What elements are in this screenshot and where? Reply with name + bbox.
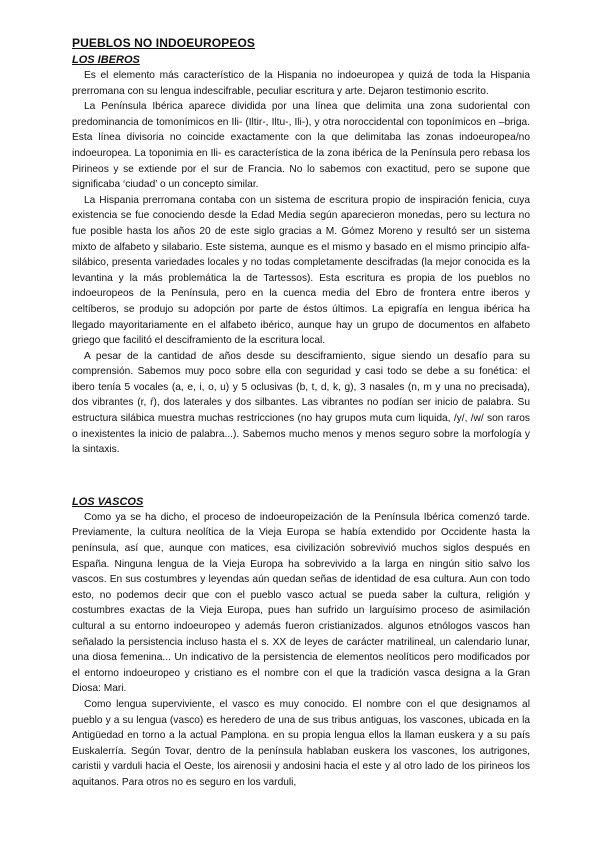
section-iberos [72,54,530,458]
paragraph: La Península Ibérica aparece dividida por una línea que delimita una zona sudoriental con predominancia de tomonímicos en Ili- (Iltir-, Iltu-, Ili-), y otra noroccidental con toponímicos en –briga. Esta línea divisoria no coincide exactamente con la que delimitaba las zonas indoeuropea/no indoeuropea. La toponimia en Ili- es característica de la zona ibérica de la Península pero rebasa los Pirineos y se extiende por el sur de Francia. No lo sabemos con exactitud, pero se supone que significaba ‘ciudad’ o un concepto similar. [72,101,530,191]
section-vascos [72,496,530,791]
section-heading-vascos: LOS VASCOS [72,495,144,508]
paragraph: Es el elemento más característico de la Hispania no indoeuropea y quizá de toda la Hispania prerromana con su lengua indescifrable, peculiar escritura y arte. Dejaron testimonio escrito. [72,70,530,97]
document-title: PUEBLOS NO INDOEUROPEOS [72,36,255,50]
paragraph: La Hispania prerromana contaba con un sistema de escritura propio de inspiración fenicia, cuya existencia se fue conociendo desde la Edad Media según aparecieron monedas, pero su lectura no fue posible hasta los años 20 de este siglo gracias a M. Gómez Moreno y resultó ser un sistema mixto de alfabeto y silabario. Este sistema, aunque es el mismo y basado en el mismo principio alfa-silábico, presenta variedades locales y no todas completamente descifradas (la mejor conocida es la levantina y la más problemática la de Tartessos). Esta escritura es propia de los pueblos no indoeuropeos de la Península, pero en la cuenca media del Ebro de frontera entre iberos y celtíberos, se produjo su adopción por parte de éstos últimos. La epigrafía en lengua ibérica ha llegado mayoritariamente en el alfabeto ibérico, aunque hay un grupo de documentos en alfabeto griego que facilitó el desciframiento de la escritura local. [72,194,530,347]
paragraph: Como lengua superviviente, el vasco es muy conocido. El nombre con el que designamos al pueblo y a su lengua (vasco) es heredero de una de sus tribus antiguas, los vascones, ubicada en la Antigüedad en torno a la actual Pamplona. en su propia lengua ellos la llaman euskera y a su país Euskalerría. Según Tovar, dentro de la península hablaban euskera los vascones, los autrigones, caristii y varduli hacia el Oeste, los airenosii y andosini hacia el este y al otro lado de los pirineos los aquitanos. Para otros no es seguro en los varduli, [72,698,530,788]
paragraph: Como ya se ha dicho, el proceso de indoeuropeización de la Península Ibérica comenzó tarde. Previamente, la cultura neolítica de la Vieja Europa se había extendido por Occidente hasta la península, así que, aunque con matices, esa civilización sobrevivió muchos siglos después en España. Ninguna lengua de la Vieja Europa ha sobrevivido a la larga en ningún sitio salvo los vascos. En sus costumbres y leyendas aún quedan señas de identidad de esa cultura. Aun con todo esto, no podemos decir que con el pueblo vasco actual se pueda saber la cultura, religión y costumbres exactas de la Vieja Europa, pues han sufrido un larguísimo proceso de asimilación cultural a su entorno indoeuropeo y además fueron cristianizados. algunos etnólogos vascos han señalado la persistencia incluso hasta el s. XX de leyes de carácter matrilineal, un calendario lunar, una diosa femenina... Un indicativo de la persistencia de elementos neolíticos pero modificados por el entorno indoeuropeo y cristiano es el nombre con el que la tradición vasca designa a la Gran Diosa: Mari. [72,511,530,695]
section-spacer [72,458,530,496]
section-heading-iberos: LOS IBEROS [72,54,140,66]
paragraph: A pesar de la cantidad de años desde su desciframiento, sigue siendo un desafío para su comprensión. Sabemos muy poco sobre ella con seguridad y casi todo se debe a su fonética: el ibero tenía 5 vocales (a, e, i, o, u) y 5 oclusivas (b, t, d, k, g), 3 nasales (n, m y una no precisada), dos vibrantes (r, ŕ), dos laterales y dos silbantes. Las vibrantes no podían ser inicio de palabra. Su estructura silábica muestra muchas restricciones (no hay grupos muta cum liquida, /y/, /w/ son raros o inexistentes la inicio de palabra...). Sabemos mucho menos y menos seguro sobre la morfología y la sintaxis. [72,350,530,456]
